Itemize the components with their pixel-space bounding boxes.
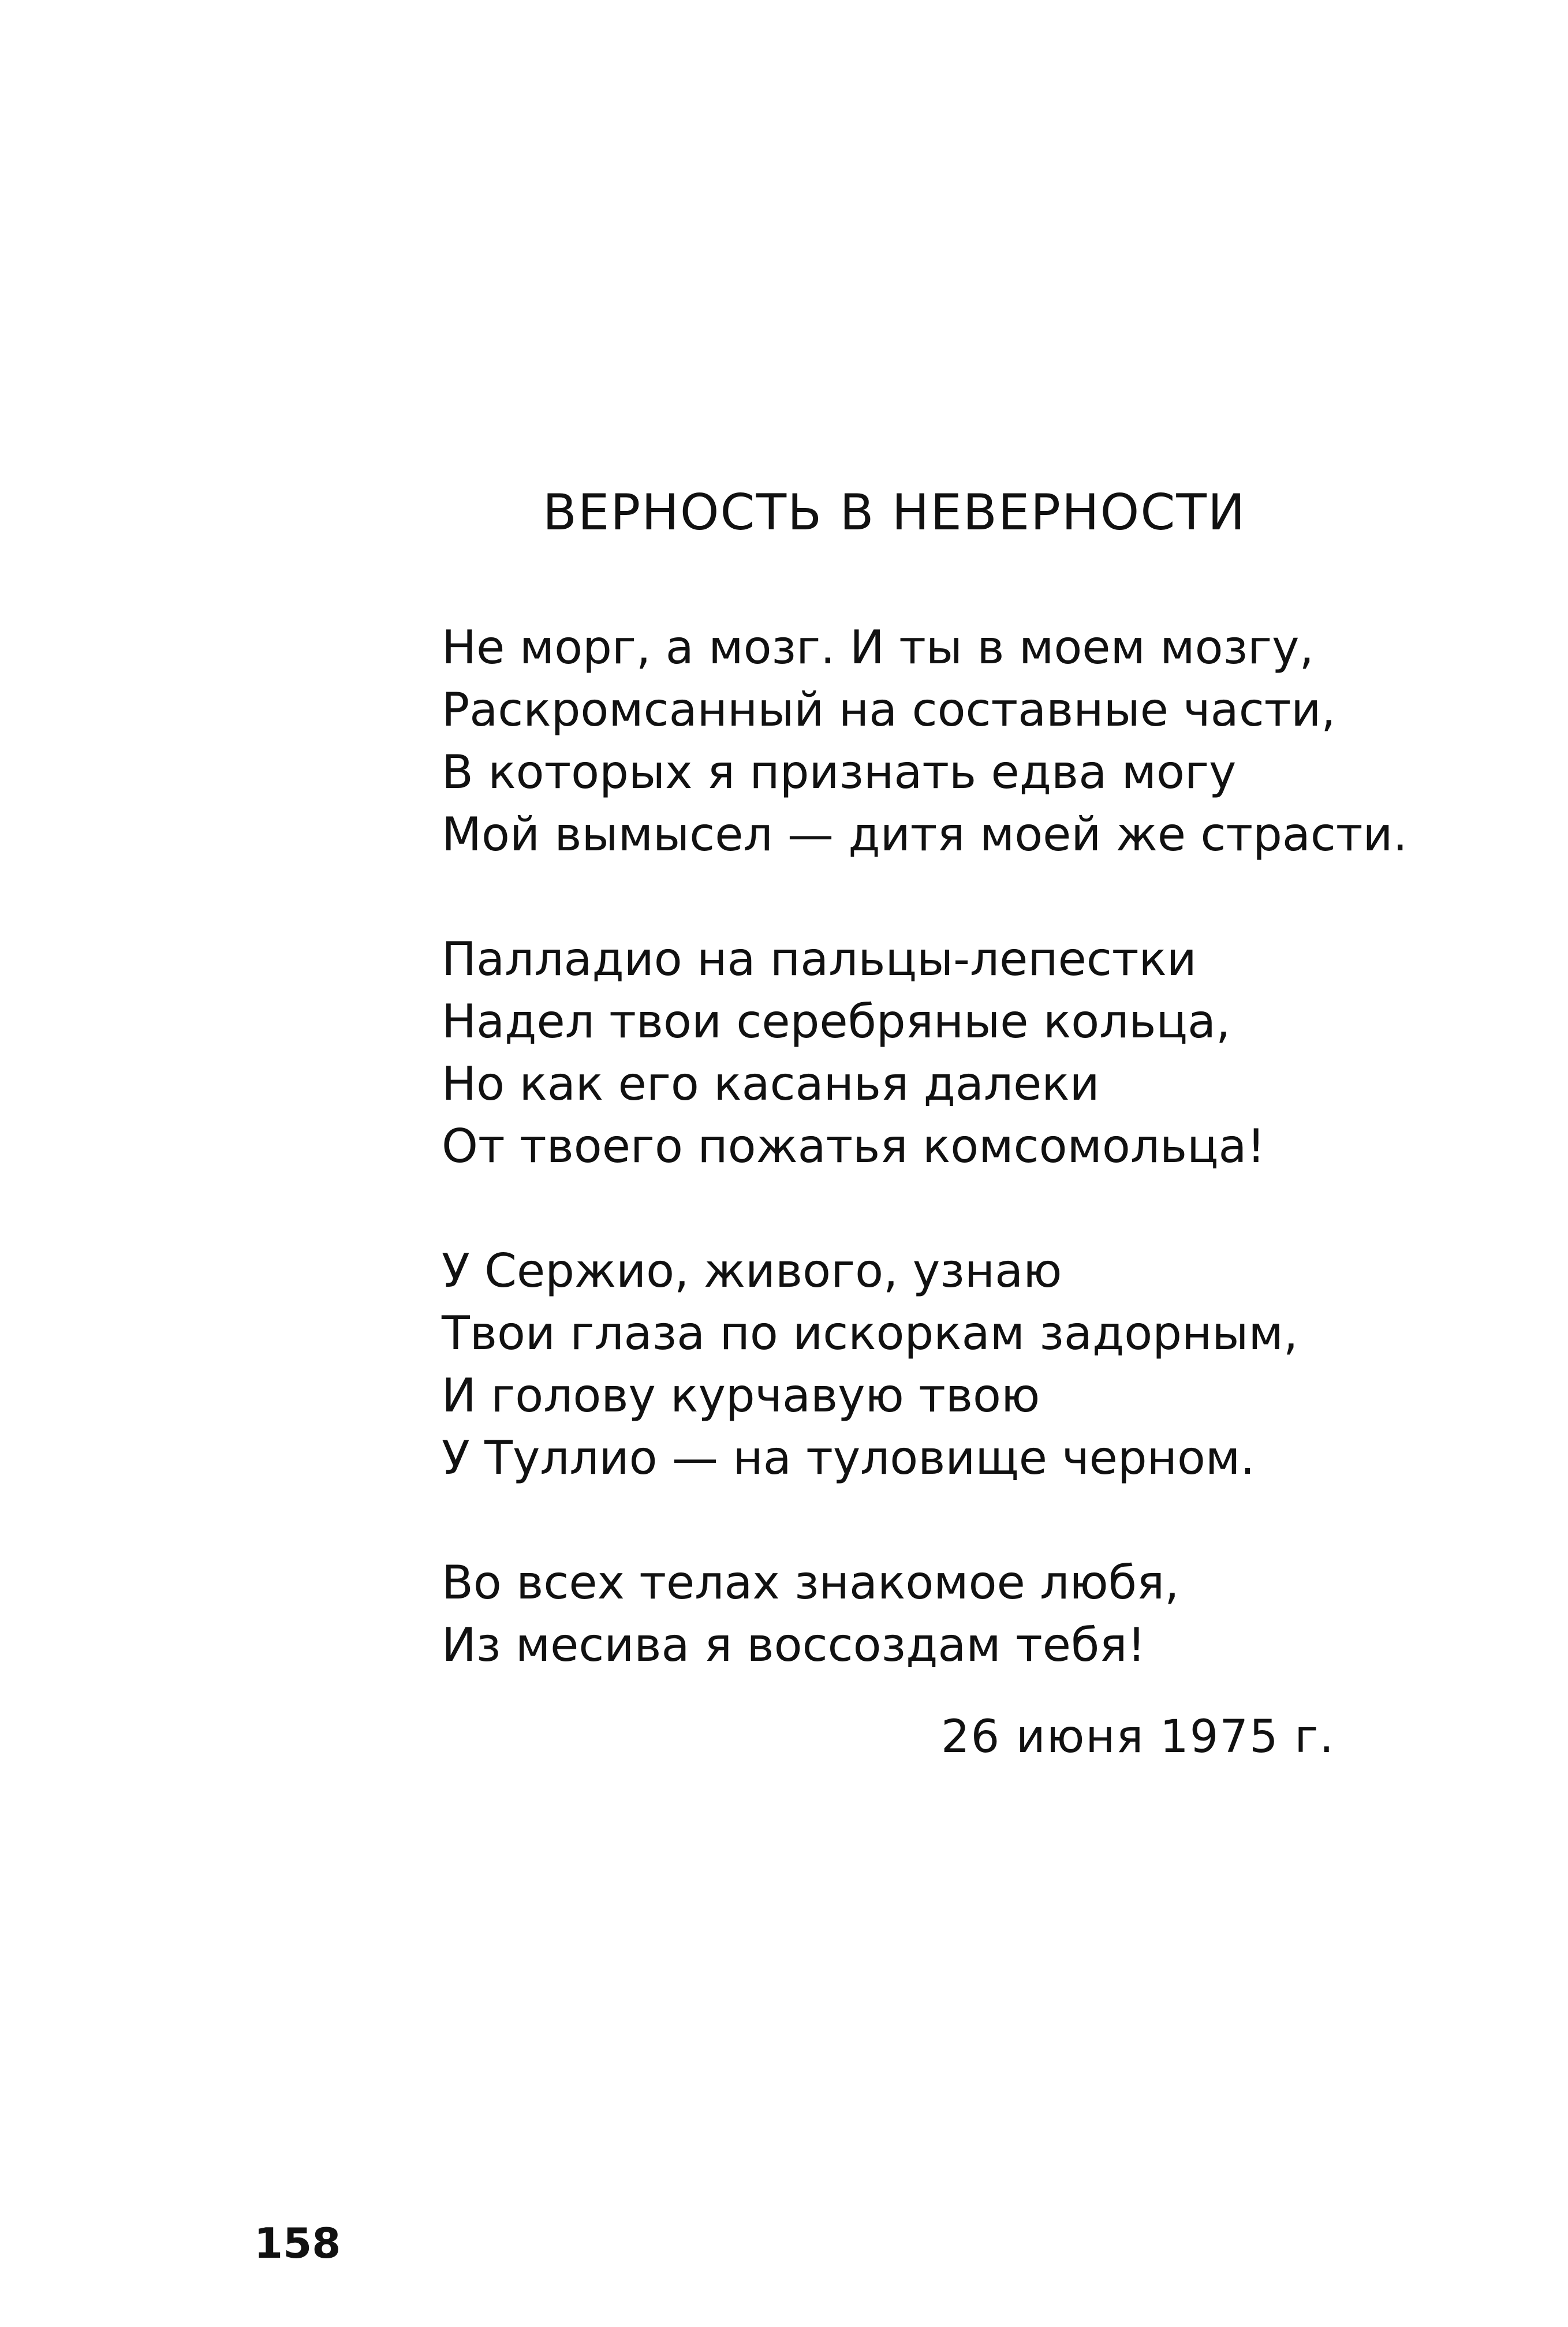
poem-date: 26 июня 1975 г.: [941, 1711, 1335, 1763]
poem-line: Во всех телах знакомое любя,: [442, 1556, 1179, 1609]
poem-line: У Сержио, живого, узнаю: [442, 1244, 1062, 1298]
poem-line: В которых я признать едва могу: [442, 745, 1237, 799]
poem-line: У Туллио — на туловище черном.: [442, 1431, 1255, 1485]
poem-line: Надел твои серебряные кольца,: [442, 995, 1231, 1048]
stanza-2: [442, 928, 1408, 1178]
poem-body: [442, 617, 1408, 1676]
poem-line: Мой вымысел — дитя моей же страсти.: [442, 808, 1408, 861]
stanza-4: [442, 1552, 1408, 1676]
page-number: 158: [254, 2219, 341, 2268]
poem-line: Палладио на пальцы-лепестки: [442, 932, 1197, 986]
poem-title: ВЕРНОСТЬ В НЕВЕРНОСТИ: [543, 484, 1246, 541]
poem-line: От твоего пожатья комсомольца!: [442, 1119, 1265, 1173]
poem-line: Но как его касанья далеки: [442, 1057, 1100, 1111]
poem-line: Раскромсанный на составные части,: [442, 683, 1336, 737]
stanza-1: [442, 617, 1408, 866]
poem-line: Из месива я воссоздам тебя!: [442, 1618, 1146, 1672]
poem-line: И голову курчавую твою: [442, 1369, 1040, 1422]
poem-line: Не морг, а мозг. И ты в моем мозгу,: [442, 621, 1314, 674]
stanza-3: [442, 1240, 1408, 1489]
poem-line: Твои глаза по искоркам задорным,: [442, 1306, 1298, 1360]
